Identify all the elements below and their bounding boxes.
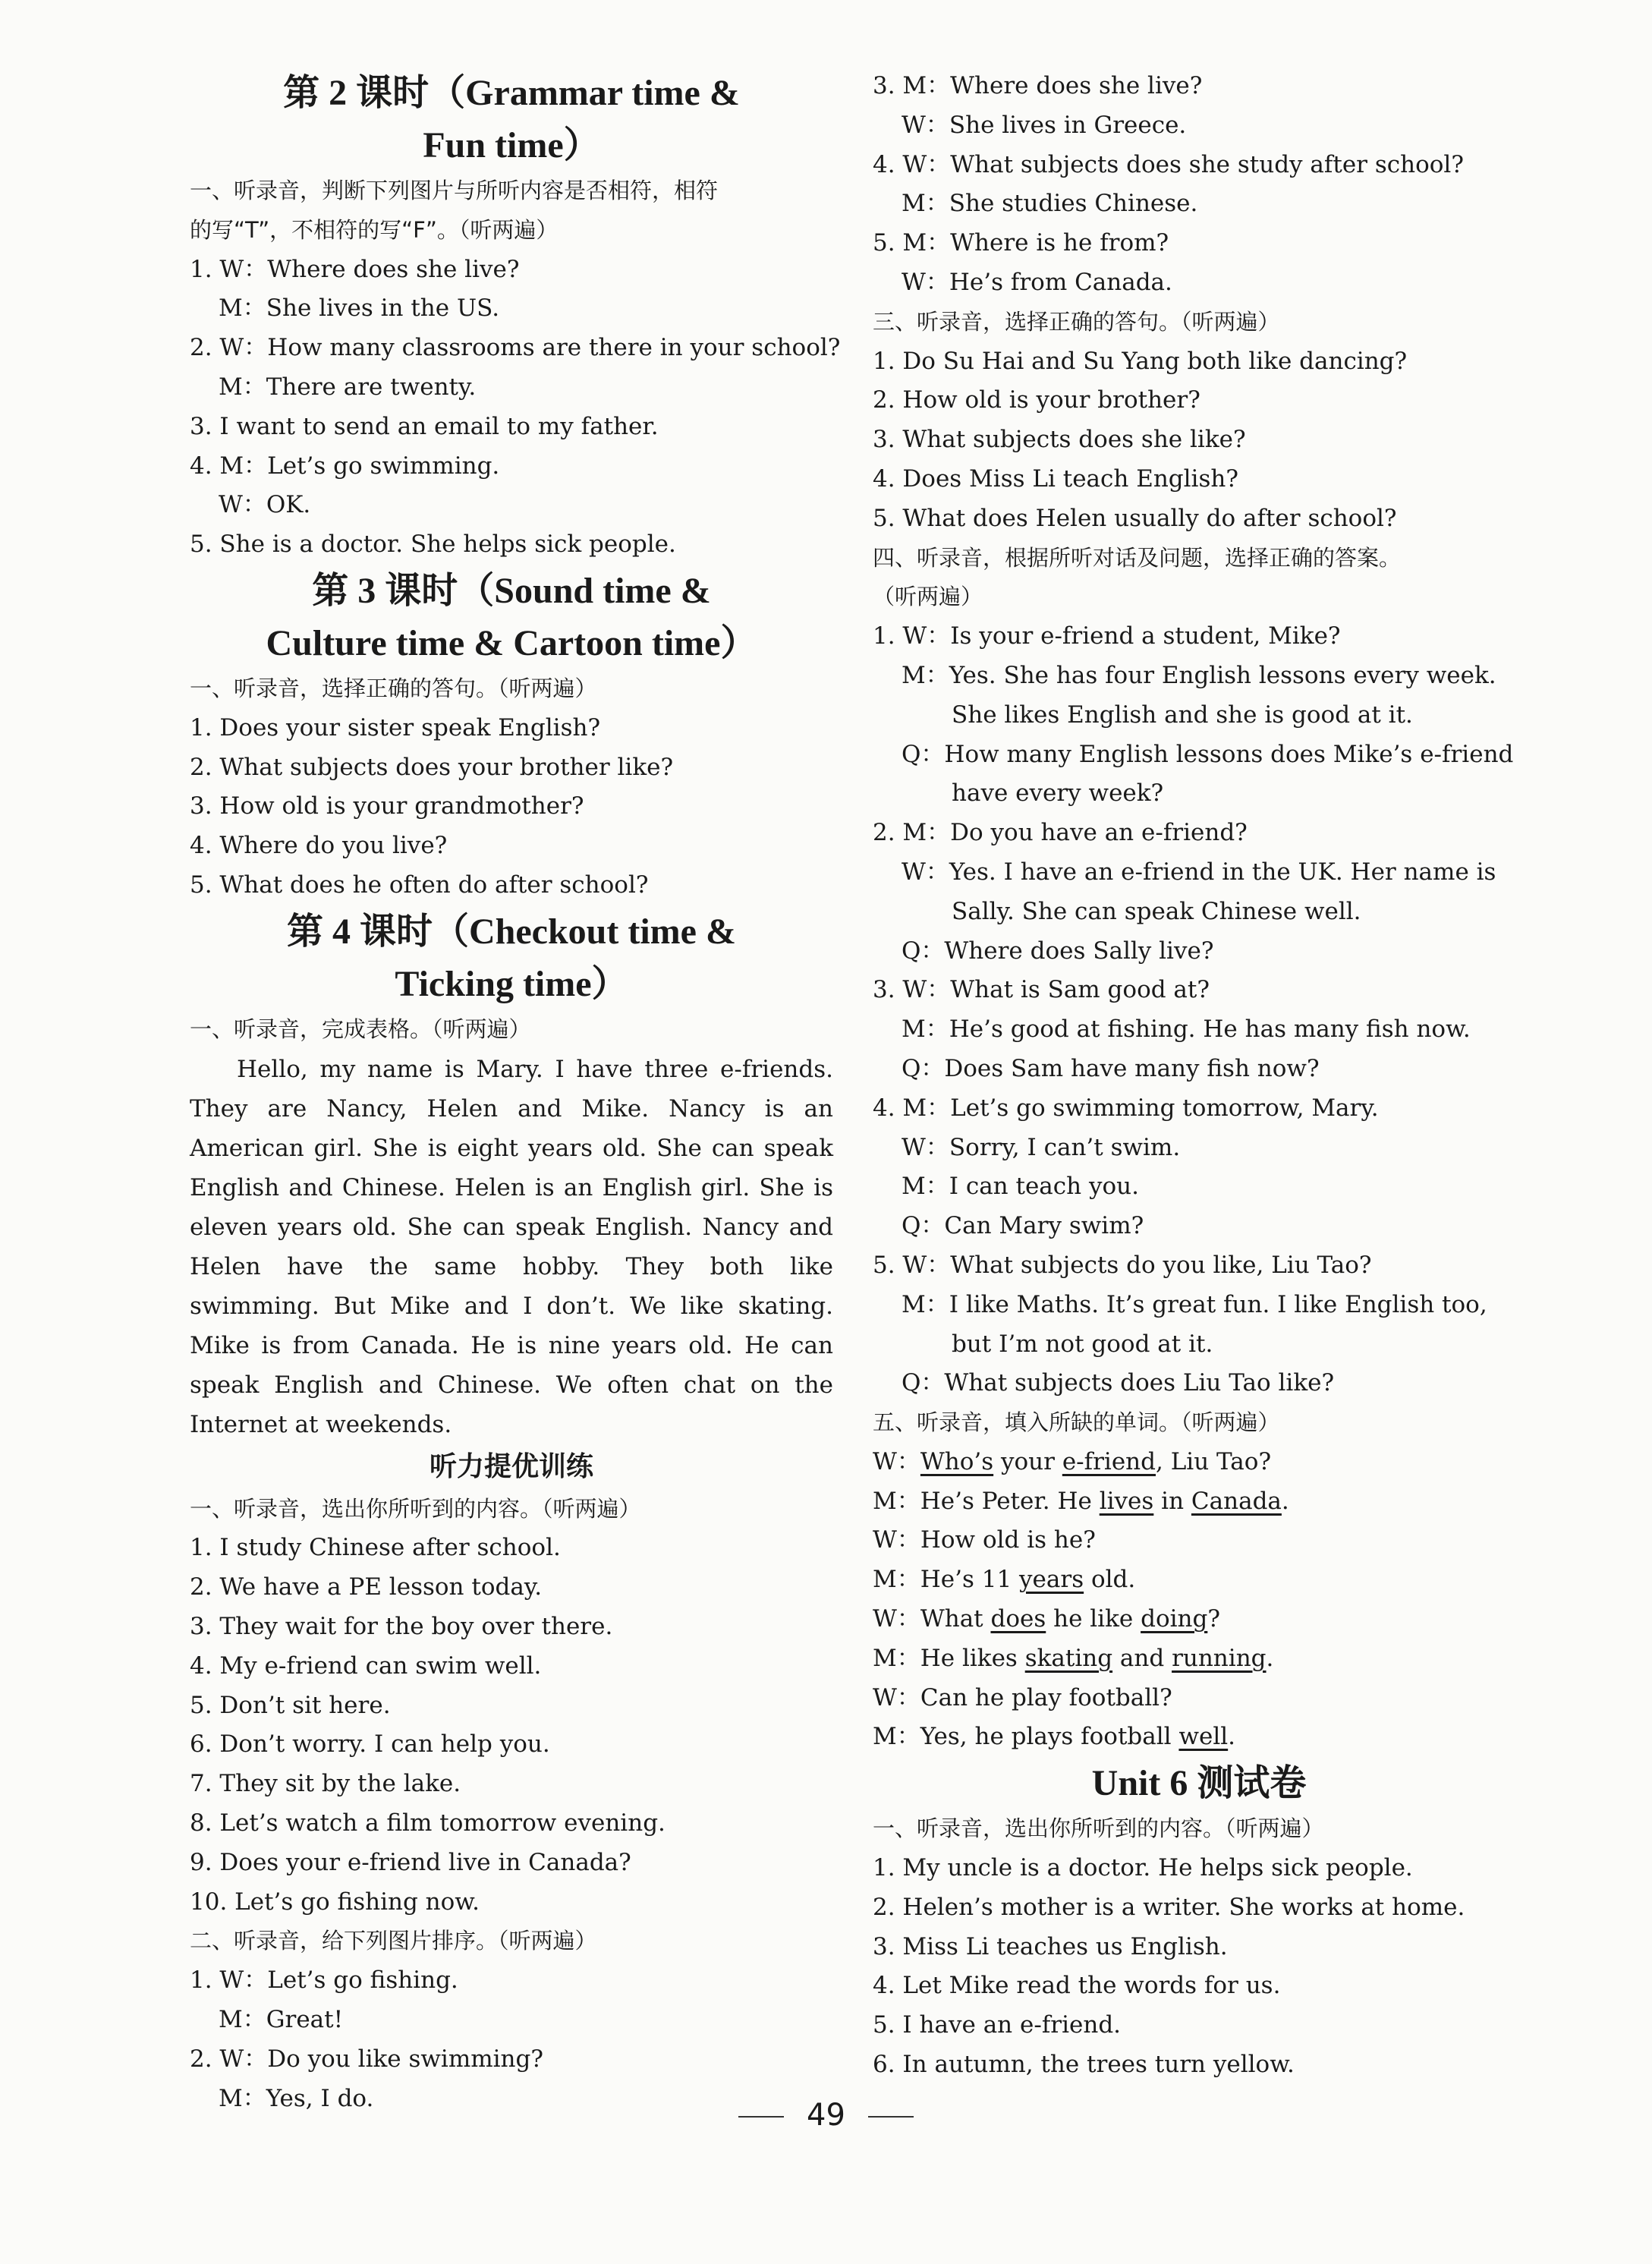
text-line: 2. We have a PE lesson today. [190,1573,543,1601]
text-line: M：She studies Chinese. [902,190,1198,218]
text-line: Q：Does Sam have many fish now? [902,1054,1320,1082]
text-line: 1. W：Where does she live? [190,255,520,283]
text-line: have every week? [952,779,1164,808]
right-column [873,67,1525,2085]
page-number: 49 [807,2098,845,2133]
fill-line [873,1560,1525,1600]
text-line: 2. How old is your brother? [873,386,1200,414]
text-line: Q：What subjects does Liu Tao like? [902,1369,1335,1397]
text-line: W：OK. [219,491,311,519]
text-line: M：I like Maths. It’s great fun. I like English too, [902,1290,1487,1318]
filled-word: running [1172,1644,1267,1672]
text-line: 5. What does he often do after school? [190,871,649,899]
line-text: . [1228,1723,1236,1751]
text-line: 4. Let Mike read the words for us. [873,1972,1281,2000]
text-line: 2. M：Do you have an e-friend? [873,819,1248,847]
text-line: 4. Where do you live? [190,832,448,860]
question-heading: （听两遍） [873,584,983,610]
line-text: W：What [873,1605,991,1633]
question-heading: 五、听录音，填入所缺的单词。（听两遍） [873,1409,1280,1436]
line-text: in [1153,1487,1191,1515]
text-line: 4. Does Miss Li teach English? [873,464,1238,493]
text-line: 2. W：How many classrooms are there in your school? [190,334,841,362]
text-line: 2. What subjects does your brother like? [190,753,674,781]
text-line: 3. M：Where does she live? [873,72,1203,99]
filled-word: lives [1099,1487,1154,1515]
line-text: M：He likes [873,1644,1025,1672]
line-text: old. [1084,1566,1136,1594]
line-text: ? [1207,1605,1220,1633]
text-line: 1. Does your sister speak English? [190,713,601,742]
text-line: 4. M：Let’s go swimming tomorrow, Mary. [873,1094,1379,1122]
text-line: 8. Let’s watch a film tomorrow evening. [190,1809,666,1837]
question-heading: 的写“T”，不相符的写“F”。（听两遍） [190,216,559,243]
text-line: M：Yes. She has four English lessons every week. [902,661,1496,689]
text-line: 1. W：Let’s go fishing. [190,1966,458,1995]
text-line: M：Great! [219,2005,344,2033]
text-line: 5. Don’t sit here. [190,1691,391,1719]
question-heading: 一、听录音，选择正确的答句。（听两遍） [190,675,597,701]
filled-word: Who’s [920,1447,994,1475]
text-line: M：I can teach you. [902,1173,1139,1201]
text-line: 7. They sit by the lake. [190,1770,461,1798]
text-line: 1. I study Chinese after school. [190,1534,561,1562]
section-title: Culture time & Cartoon time） [266,622,757,663]
text-line: 4. My e-friend can swim well. [190,1652,542,1680]
text-line: W：He’s from Canada. [902,268,1172,296]
line-text: M：He’s Peter. He [873,1487,1100,1515]
question-heading: 一、听录音，选出你所听到的内容。（听两遍） [873,1815,1324,1842]
text-line: W：How old is he? [873,1526,1096,1554]
passage: Hello, my name is Mary. I have three e-friends. They are Nancy, Helen and Mike. Nancy is an American girl. She is eight years old. She can speak English and Chinese. Helen is an English girl. She is eleven years old. She can speak English. Nancy and Helen have the same hobby. They both like swimming. But Mike and I don’t. We like skating. Mike is from Canada. He is nine years old. He can speak English and Chinese. We often chat on the Internet at weekends. [190,1055,833,1438]
filled-word: years [1019,1566,1084,1594]
fill-line [873,1718,1525,1757]
text-line: 1. My uncle is a doctor. He helps sick people. [873,1854,1413,1882]
text-line: M：She lives in the US. [219,294,500,323]
text-line: 1. Do Su Hai and Su Yang both like dancing? [873,347,1408,375]
filled-word: e-friend [1062,1447,1156,1475]
line-text: W： [873,1447,920,1475]
section-title: 第 2 课时（Grammar time & [283,73,740,113]
fill-line [873,1482,1525,1522]
text-line: 6. Don’t worry. I can help you. [190,1730,550,1759]
filled-word: does [990,1605,1046,1633]
text-line: 3. I want to send an email to my father. [190,412,659,440]
section-title: Unit 6 测试卷 [1091,1763,1307,1804]
text-line: 1. W：Is your e-friend a student, Mike? [873,622,1341,650]
text-line: 5. I have an e-friend. [873,2011,1122,2039]
text-line: Q：Where does Sally live? [902,937,1214,965]
subsection-title: 听力提优训练 [429,1450,593,1482]
text-line: Q：Can Mary swim? [902,1212,1144,1240]
footer-dash-right [868,2116,914,2118]
text-line: W：She lives in Greece. [902,111,1187,139]
line-text: M：Yes, he plays football [873,1723,1179,1751]
text-line: 6. In autumn, the trees turn yellow. [873,2051,1295,2079]
question-heading: 一、听录音，选出你所听到的内容。（听两遍） [190,1495,641,1522]
filled-word: Canada [1191,1487,1282,1515]
line-text: your [993,1447,1062,1475]
text-line: 3. W：What is Sam good at? [873,976,1210,1004]
text-line: Q：How many English lessons does Mike’s e-friend [902,740,1514,768]
question-heading: 二、听录音，给下列图片排序。（听两遍） [190,1928,597,1954]
page-number-footer [0,2098,1652,2133]
fill-line [873,1639,1525,1679]
question-heading: 一、听录音，完成表格。（听两遍） [190,1015,531,1042]
section-title: Ticking time） [395,963,628,1004]
text-line: 5. M：Where is he from? [873,229,1169,257]
text-line: 4. W：What subjects does she study after school? [873,150,1464,178]
line-text: . [1266,1644,1274,1672]
text-line: 5. W：What subjects do you like, Liu Tao? [873,1251,1372,1279]
filled-word: well [1178,1723,1229,1751]
section-title: Fun time） [423,125,600,165]
line-text: and [1112,1644,1172,1672]
text-line: 3. What subjects does she like? [873,426,1246,454]
text-line: M：Yes, I do. [219,2084,374,2112]
line-text: , Liu Tao? [1156,1447,1272,1475]
text-line: 10. Let’s go fishing now. [190,1888,480,1916]
text-line: but I’m not good at it. [952,1330,1213,1358]
line-text: . [1281,1487,1289,1515]
text-line: M：He’s good at fishing. He has many fish now. [902,1015,1471,1044]
line-text: he like [1046,1605,1141,1633]
text-line: 3. Miss Li teaches us English. [873,1932,1228,1960]
fill-line [873,1600,1525,1639]
question-heading: 一、听录音，判断下列图片与所听内容是否相符，相符 [190,178,719,203]
section-title: 第 3 课时（Sound time & [312,570,711,611]
text-line: She likes English and she is good at it. [952,701,1413,729]
footer-dash-left [738,2116,784,2118]
text-line: W：Yes. I have an e-friend in the UK. Her name is [902,858,1496,886]
text-line: 5. She is a doctor. She helps sick people. [190,531,676,559]
section-title: 第 4 课时（Checkout time & [287,911,736,952]
text-line: Sally. She can speak Chinese well. [952,897,1361,925]
text-line: M：There are twenty. [219,373,477,401]
text-line: W：Sorry, I can’t swim. [902,1133,1181,1161]
text-line: W：Can he play football? [873,1683,1172,1711]
text-line: 2. Helen’s mother is a writer. She works at home. [873,1893,1465,1921]
filled-word: skating [1024,1644,1113,1672]
text-line: 5. What does Helen usually do after school? [873,504,1397,532]
text-line: 9. Does your e-friend live in Canada? [190,1848,631,1876]
text-line: 3. How old is your grandmother? [190,792,584,820]
question-heading: 三、听录音，选择正确的答句。（听两遍） [873,308,1280,335]
text-line: 3. They wait for the boy over there. [190,1612,613,1640]
filled-word: doing [1141,1605,1208,1633]
fill-line [873,1443,1525,1482]
text-line: 4. M：Let’s go swimming. [190,452,500,480]
text-line: 2. W：Do you like swimming? [190,2045,543,2073]
line-text: M：He’s 11 [873,1566,1020,1594]
question-heading: 四、听录音，根据所听对话及问题，选择正确的答案。 [873,544,1402,571]
